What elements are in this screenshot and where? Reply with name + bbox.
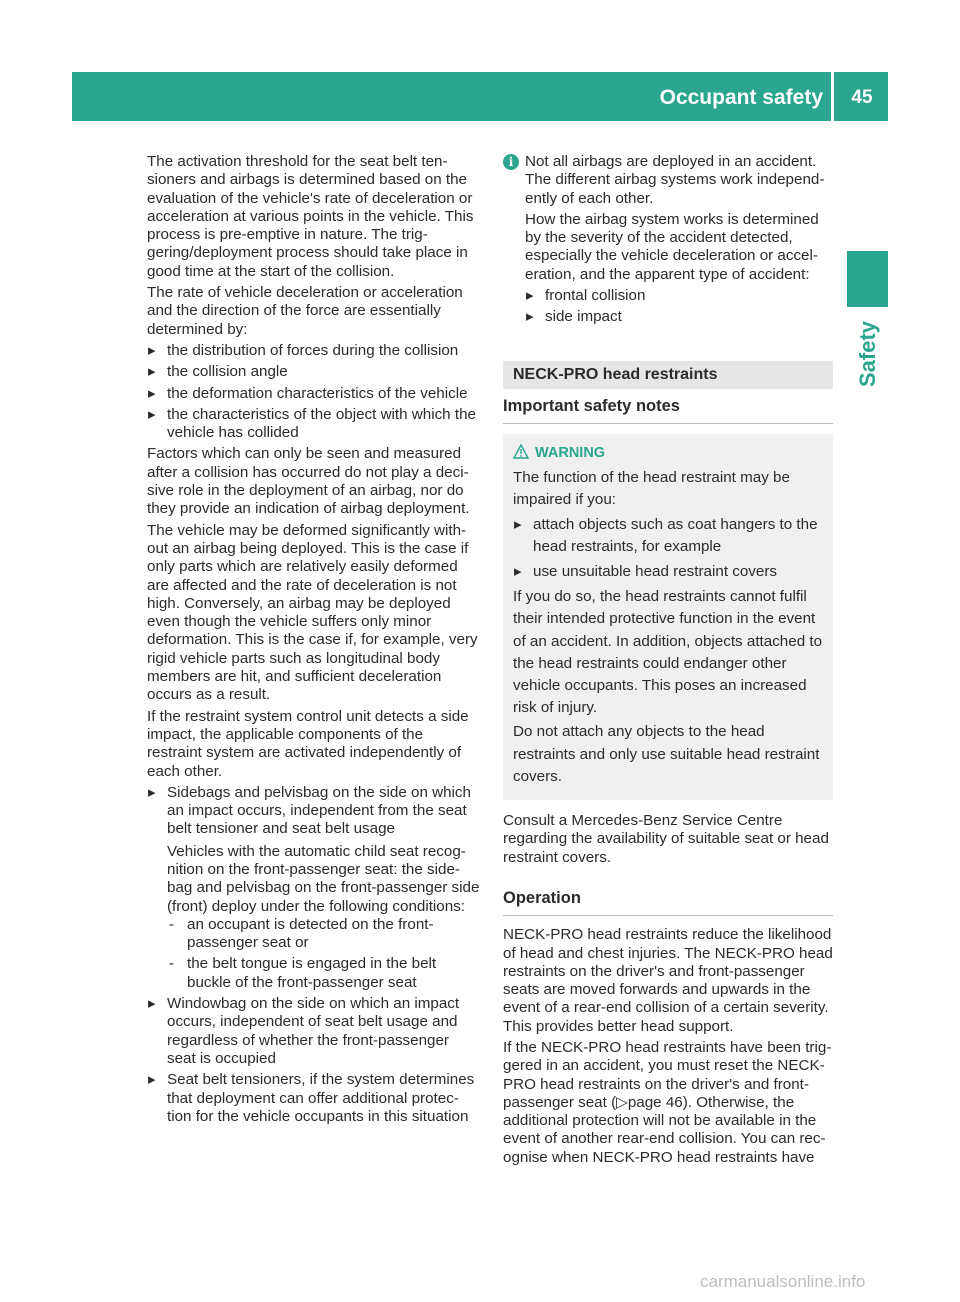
list-item — [147, 363, 480, 381]
list-item — [147, 342, 480, 360]
sidebags-note: Vehicles with the automatic child seat recog- nition on the front-passenger seat: the side- bag and pelvisbag on the front-passenger side (front) deploy under the following conditions: — [167, 842, 480, 915]
accident-type-list — [525, 287, 833, 327]
paragraph: Consult a Mercedes-Benz Service Centre regarding the availability of suitable seat or head restraint covers. — [503, 812, 829, 866]
bullet-icon: ▸ — [148, 363, 156, 381]
list-item — [147, 385, 480, 403]
list-item-text: side impact — [545, 308, 622, 326]
list-item-text: the deformation characteristics of the vehicle — [167, 384, 468, 402]
list-item-text: attach objects such as coat hangers to the head restraints, for example — [533, 515, 818, 555]
condition-item — [167, 916, 480, 953]
paragraph: The activation threshold for the seat belt ten- sioners and airbags is determined based on the evaluation of the vehicle's rate of deceleration or acceleration at various points in the vehicle. This process is pre-emptive in nature. The trig- gering/deployment process should take place in good time at the start of the collision. — [147, 153, 474, 280]
warning-box — [503, 434, 833, 800]
text-span: If the NECK-PRO head restraints have been trig- gered in an accident, you must reset the NECK- PRO head restraints on the driver's and front- passenger seat ( — [503, 1038, 832, 1111]
info-text: How the airbag system works is determined by the severity of the accident detected, especially the vehicle deceleration or accel- eration, and the apparent type of accident: — [525, 210, 819, 283]
condition-text: the belt tongue is engaged in the belt buckle of the front-passenger seat — [187, 955, 437, 991]
paragraph — [503, 1039, 833, 1167]
list-item-text: the collision angle — [167, 363, 288, 381]
side-tab-label — [843, 314, 893, 394]
page-number: 45 — [851, 87, 873, 108]
bullet-icon: ▸ — [148, 384, 156, 402]
bullet-icon: ▸ — [526, 287, 534, 305]
bullet-icon: ▸ — [148, 995, 156, 1013]
factor-list — [147, 342, 480, 442]
warning-paragraph: Do not attach any objects to the head restraints and only use suitable head restraint covers. — [513, 723, 820, 785]
paragraph: The vehicle may be deformed significantly with- out an airbag being deployed. This is the case if only parts which are relatively easily deformed are affected and the rate of deceleration is not high. Conversely, an airbag may be deployed even though the vehicle suffers only minor deformation. This is the case if, for example, very rigid vehicle parts such as longitudinal body members are hit, and sufficient deceleration occurs as a result. — [147, 521, 478, 704]
list-item-text: the distribution of forces during the collision — [167, 341, 459, 359]
list-item — [525, 287, 833, 305]
list-item — [147, 1071, 480, 1126]
side-tab-marker — [847, 251, 888, 307]
text-span: ). Otherwise, the additional protection will not be available in the event of another rear-end collision. You can rec- ognise when NECK-PRO head restraints have — [503, 1093, 826, 1166]
bullet-icon: ▸ — [148, 341, 156, 359]
warning-list — [513, 514, 825, 584]
list-item — [525, 308, 833, 326]
list-item — [513, 514, 825, 558]
bullet-icon: ▸ — [148, 1071, 156, 1089]
bullet-icon: ▸ — [526, 308, 534, 326]
side-tab-text: Safety — [855, 320, 880, 388]
paragraph: The rate of vehicle deceleration or acceleration and the direction of the force are essentially determined by: — [147, 284, 463, 338]
condition-item — [167, 955, 480, 992]
page-reference-link[interactable]: page 46 — [627, 1093, 683, 1111]
watermark: carmanualsonline.info — [700, 1272, 866, 1291]
info-text: Not all airbags are deployed in an accident. The different airbag systems work independ- ently of each other. — [525, 153, 825, 207]
bullet-icon: ▸ — [148, 783, 156, 801]
warning-title-text: WARNING — [535, 444, 606, 461]
paragraph: If the restraint system control unit detects a side impact, the applicable components of the restraint system are activated independently of each other. — [147, 707, 469, 780]
right-column — [503, 153, 833, 1170]
side-impact-list — [147, 784, 480, 1126]
list-item-text: Seat belt tensioners, if the system determines that deployment can offer additional protec- tion for the vehicle occupants in this situation — [167, 1071, 475, 1125]
warning-intro: The function of the head restraint may be impaired if you: — [513, 469, 790, 509]
list-item-text: use unsuitable head restraint covers — [533, 562, 777, 580]
subheading-operation: Operation — [503, 889, 833, 916]
section-heading: NECK-PRO head restraints — [503, 361, 833, 389]
paragraph: Factors which can only be seen and measured after a collision has occurred do not play a deci- sive role in the deployment of an airbag, nor do they provide an indication of airbag deployment. — [147, 445, 470, 518]
dash-icon: - — [169, 955, 175, 973]
left-column — [147, 153, 480, 1129]
list-item — [147, 406, 480, 443]
header-divider — [831, 72, 834, 121]
warning-title — [513, 442, 825, 464]
bullet-icon: ▸ — [148, 405, 156, 423]
condition-list — [167, 916, 480, 992]
list-item-text: the characteristics of the object with which the vehicle has collided — [167, 405, 476, 442]
dash-icon: - — [169, 915, 175, 933]
warning-triangle-icon — [513, 444, 529, 459]
page-ref-arrow-icon: ▷ — [616, 1093, 628, 1111]
header-title: Occupant safety — [659, 86, 823, 109]
bullet-icon: ▸ — [514, 515, 522, 533]
list-item — [513, 561, 825, 583]
list-item — [147, 995, 480, 1068]
list-item-text: Windowbag on the side on which an impact occurs, independent of seat belt usage and regardless of whether the front-passenger seat is occupied — [167, 995, 460, 1067]
list-item-text: frontal collision — [545, 287, 646, 305]
info-note — [503, 153, 833, 327]
paragraph: NECK-PRO head restraints reduce the likelihood of head and chest injuries. The NECK-PRO head restraints on the driver's and front-passenger seats are moved forwards and upwards in the event of a rear-end collision of a certain severity. This provides better head support. — [503, 926, 833, 1035]
subheading-safety-notes: Important safety notes — [503, 397, 833, 424]
bullet-icon: ▸ — [514, 562, 522, 580]
warning-paragraph: If you do so, the head restraints cannot fulfil their intended protective function in the event of an accident. In addition, objects attached to the head restraints could endanger other vehicle occupants. This poses an increased risk of injury. — [513, 588, 823, 717]
list-item-text: Sidebags and pelvisbag on the side on which an impact occurs, independent from the seat belt tensioner and seat belt usage — [167, 783, 471, 838]
list-item — [147, 784, 480, 992]
info-icon: i — [503, 154, 519, 170]
condition-text: an occupant is detected on the front- passenger seat or — [187, 915, 434, 952]
